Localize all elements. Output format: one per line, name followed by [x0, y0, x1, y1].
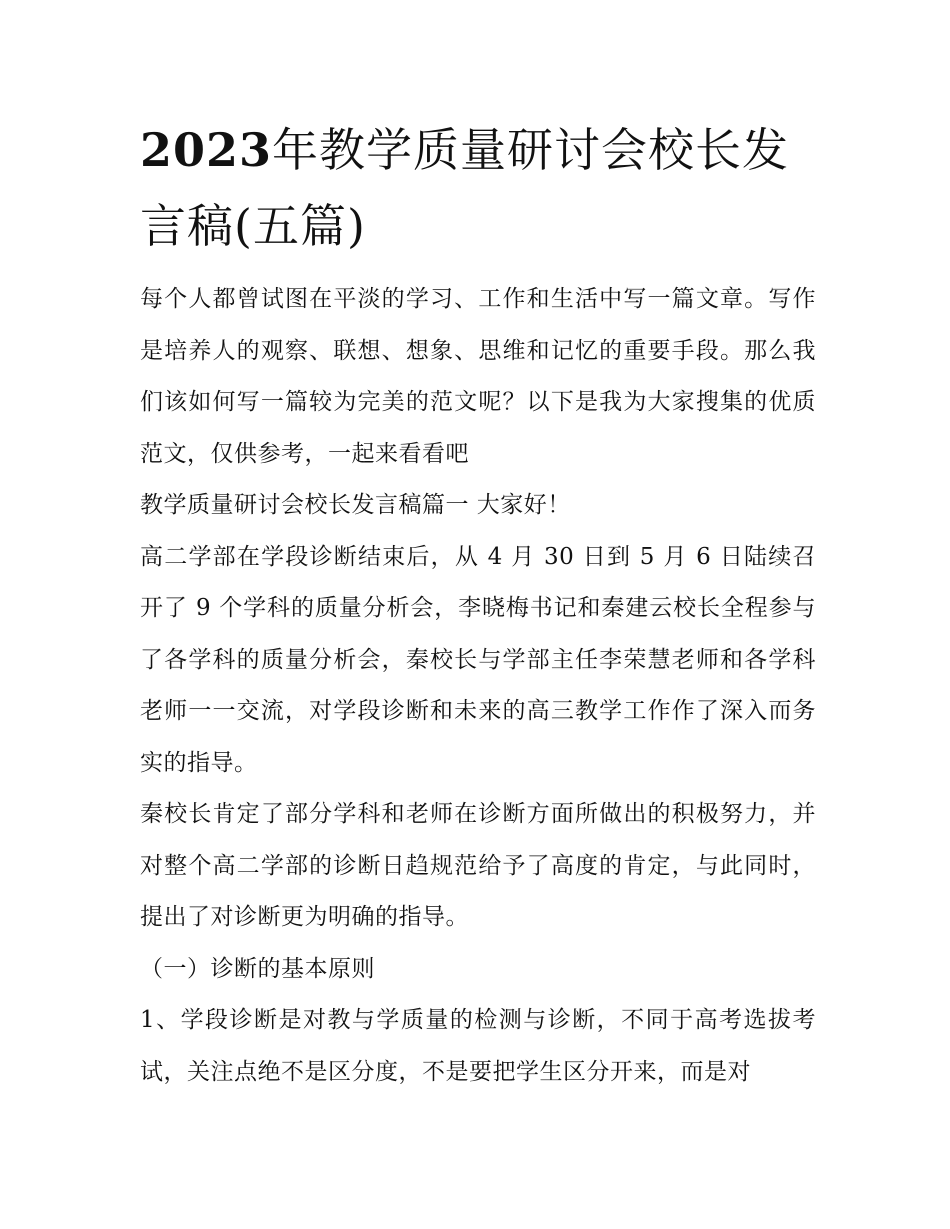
document-title: [140, 112, 816, 264]
subheading-paragraph: （一）诊断的基本原则: [140, 955, 375, 982]
section-heading-paragraph: 教学质量研讨会校长发言稿篇一 大家好！: [140, 492, 571, 518]
document-page: [140, 112, 816, 1098]
body-paragraph: 秦校长肯定了部分学科和老师在诊断方面所做出的积极努力，并对整个高二学部的诊断日趋规范给予了高度的肯定，与此同时，提出了对诊断更为明确的指导。: [140, 801, 816, 930]
title-text: 年教学质量研讨会校长发言稿(五篇): [140, 123, 790, 253]
title-year: 2023: [140, 123, 273, 177]
body-paragraph: 高二学部在学段诊断结束后，从 4 月 30 日到 5 月 6 日陆续召开了 9 个学科的质量分析会，李晓梅书记和秦建云校长全程参与了各学科的质量分析会，秦校长与学部主任李荣慧老师和各学科老师一一交流，对学段诊断和未来的高三教学工作作了深入而务实的指导。: [140, 543, 816, 776]
intro-paragraph: 每个人都曾试图在平淡的学习、工作和生活中写一篇文章。写作是培养人的观察、联想、想象、思维和记忆的重要手段。那么我们该如何写一篇较为完美的范文呢？以下是我为大家搜集的优质范文，仅供参考，一起来看看吧: [140, 286, 816, 467]
body-paragraph: 1、学段诊断是对教与学质量的检测与诊断，不同于高考选拔考试，关注点绝不是区分度，不是要把学生区分开来，而是对: [140, 1007, 816, 1085]
